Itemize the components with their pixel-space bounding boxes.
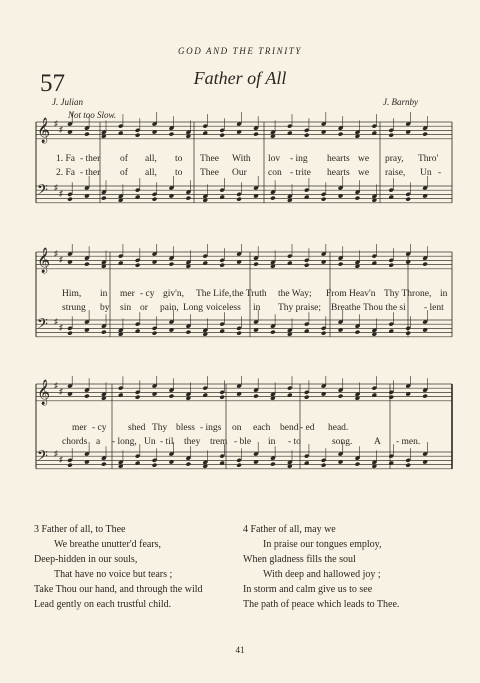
- note-head: [388, 395, 394, 400]
- lyric-syllable: mer: [120, 289, 135, 299]
- lyric-syllable: From Heav'n: [326, 289, 376, 299]
- verse-line: With deep and hallowed joy ;: [263, 569, 381, 580]
- composer-credit: J. Barnby: [383, 97, 418, 107]
- note-head: [304, 133, 310, 138]
- note-head: [67, 197, 73, 202]
- lyric-syllable: bend: [280, 423, 299, 433]
- note-head: [169, 262, 175, 267]
- lyric-syllable: song.: [332, 437, 353, 447]
- sharp-icon: ♯: [54, 183, 58, 192]
- verse-line: Lead gently on each trustful child.: [34, 599, 172, 610]
- lyric-syllable: trem: [210, 437, 228, 447]
- lyric-syllable: we: [358, 154, 370, 164]
- sharp-icon: ♯: [59, 255, 63, 264]
- lyric-syllable: pain,: [160, 303, 179, 313]
- verse-line: When gladness fills the soul: [243, 554, 356, 565]
- note-head: [84, 132, 90, 137]
- sharp-icon: ♯: [54, 249, 58, 258]
- note-head: [185, 196, 191, 201]
- lyric-syllable: strung: [62, 303, 86, 313]
- tempo-marking: Not too Slow.: [68, 110, 117, 120]
- note-head: [236, 463, 242, 468]
- note-head: [253, 394, 259, 399]
- note-head: [219, 133, 225, 138]
- verse-line: The path of peace which leads to Thee.: [243, 599, 400, 610]
- lyric-syllable: a: [96, 437, 101, 447]
- page-number: 41: [235, 645, 245, 655]
- note-head: [236, 331, 242, 336]
- lyric-syllable: to: [175, 168, 183, 178]
- verse-line: In storm and calm give us to see: [243, 584, 373, 595]
- lyric-syllable: Un: [144, 437, 156, 447]
- lyric-syllable: hearts: [327, 154, 350, 164]
- bass-clef-icon: 𝄢: [37, 182, 48, 202]
- note-head: [219, 263, 225, 268]
- treble-staff: [36, 244, 452, 273]
- sharp-icon: ♯: [59, 323, 63, 332]
- note-head: [185, 330, 191, 335]
- note-head: [338, 394, 344, 399]
- note-head: [388, 133, 394, 138]
- running-head: GOD AND THE TRINITY: [178, 46, 302, 56]
- note-head: [321, 197, 327, 202]
- verse-3: [34, 522, 203, 612]
- note-head: [422, 394, 428, 399]
- note-head: [219, 395, 225, 400]
- sharp-icon: ♯: [59, 125, 63, 134]
- lyric-syllable: Thy: [152, 423, 168, 433]
- note-head: [84, 394, 90, 399]
- verse-line: 3 Father of all, to Thee: [34, 524, 126, 535]
- music-system-2: [0, 244, 480, 354]
- note-head: [304, 263, 310, 268]
- author-credit: J. Julian: [52, 97, 83, 107]
- verse-line: Take Thou our hand, and through the wild: [34, 584, 203, 595]
- note-head: [304, 395, 310, 400]
- sharp-icon: ♯: [59, 189, 63, 198]
- lyric-syllable: on: [232, 423, 242, 433]
- note-head: [270, 462, 276, 467]
- note-head: [152, 197, 158, 202]
- note-head: [67, 463, 73, 468]
- note-head: [422, 262, 428, 267]
- lyric-syllable: the Way;: [278, 289, 312, 299]
- note-head: [236, 197, 242, 202]
- verse-4: [243, 522, 399, 612]
- verse-line: 4 Father of all, may we: [243, 524, 336, 535]
- lyric-syllable: Long: [183, 303, 204, 313]
- note-head: [270, 330, 276, 335]
- lyric-syllable: 2. Fa: [56, 168, 75, 178]
- lyric-syllable: Un: [420, 168, 432, 178]
- lyric-syllable: each: [253, 423, 271, 433]
- note-head: [169, 132, 175, 137]
- bass-clef-icon: 𝄢: [37, 316, 48, 336]
- lyric-syllable: Thou the si: [363, 303, 406, 313]
- lyric-syllable: - ed: [300, 423, 315, 433]
- lyric-syllable: pray,: [385, 154, 404, 164]
- lyric-syllable: chords: [62, 437, 88, 447]
- sharp-icon: ♯: [54, 119, 58, 128]
- note-head: [355, 196, 361, 201]
- sharp-icon: ♯: [59, 455, 63, 464]
- music-system-1: [0, 112, 480, 218]
- note-head: [135, 395, 141, 400]
- lyric-syllable: - ther: [80, 168, 101, 178]
- lyric-syllable: we: [358, 168, 370, 178]
- note-head: [185, 462, 191, 467]
- note-head: [152, 463, 158, 468]
- note-head: [355, 462, 361, 467]
- treble-clef-icon: 𝄞: [37, 248, 51, 273]
- lyric-syllable: con: [268, 168, 282, 178]
- note-head: [67, 331, 73, 336]
- lyric-syllable: - trite: [290, 168, 311, 178]
- sharp-icon: ♯: [59, 387, 63, 396]
- lyric-syllable: - long,: [112, 437, 137, 447]
- lyric-syllable: - ing: [290, 154, 308, 164]
- lyric-syllable: - til: [160, 437, 174, 447]
- lyric-syllable: of: [120, 168, 128, 178]
- lyric-syllable: - men.: [396, 437, 421, 447]
- lyric-syllable: Thy praise;: [278, 303, 322, 313]
- lyric-syllable: Him,: [62, 289, 82, 299]
- lyric-syllable: Breathe: [331, 303, 361, 313]
- note-head: [405, 197, 411, 202]
- lyric-syllable: all,: [145, 168, 157, 178]
- lyric-syllable: A: [374, 437, 381, 447]
- sharp-icon: ♯: [54, 381, 58, 390]
- lyric-syllable: or: [140, 303, 148, 313]
- bass-clef-icon: 𝄢: [37, 448, 48, 468]
- lyric-syllable: - ings: [200, 423, 222, 433]
- bass-staff: [36, 176, 452, 203]
- lyric-syllable: - ble: [234, 437, 252, 447]
- note-head: [321, 331, 327, 336]
- verse-line: That have no voice but tears ;: [54, 569, 173, 580]
- lyric-syllable: Our: [232, 168, 247, 178]
- lyric-syllable: With: [232, 154, 251, 164]
- lyric-syllable: in: [100, 289, 108, 299]
- note-head: [84, 262, 90, 267]
- note-head: [405, 463, 411, 468]
- lyric-syllable: - ther: [80, 154, 101, 164]
- lyric-syllable: sin: [120, 303, 132, 313]
- lyric-syllable: all,: [145, 154, 157, 164]
- lyric-syllable: - lent: [424, 303, 444, 313]
- note-head: [152, 331, 158, 336]
- lyric-syllable: head.: [328, 423, 349, 433]
- hymn-number: 57: [40, 70, 65, 97]
- lyric-syllable: the Truth: [232, 289, 267, 299]
- lyric-syllable: to: [175, 154, 183, 164]
- note-head: [101, 196, 107, 201]
- verse-line: We breathe unutter'd fears,: [54, 539, 162, 550]
- note-head: [101, 462, 107, 467]
- note-head: [169, 394, 175, 399]
- note-head: [338, 132, 344, 137]
- note-head: [135, 263, 141, 268]
- treble-clef-icon: 𝄞: [37, 380, 51, 405]
- note-head: [388, 263, 394, 268]
- lyric-syllable: in: [253, 303, 261, 313]
- lyric-syllable: in: [268, 437, 276, 447]
- lyric-syllable: voiceless: [206, 303, 241, 313]
- lyric-syllable: - cy: [92, 423, 107, 433]
- lyric-syllable: raise,: [385, 168, 406, 178]
- lyric-syllable: bless: [176, 423, 195, 433]
- lyric-syllable: of: [120, 154, 128, 164]
- lyric-syllable: they: [184, 437, 201, 447]
- lyric-syllable: -: [438, 168, 442, 178]
- note-head: [270, 196, 276, 201]
- note-head: [135, 133, 141, 138]
- note-head: [338, 262, 344, 267]
- lyric-syllable: mer: [72, 423, 87, 433]
- lyric-syllable: Thro': [418, 154, 439, 164]
- treble-staff: [36, 376, 452, 405]
- verse-line: Deep-hidden in our souls,: [34, 554, 138, 565]
- note-head: [422, 132, 428, 137]
- note-head: [355, 330, 361, 335]
- treble-clef-icon: 𝄞: [37, 118, 51, 143]
- note-head: [101, 330, 107, 335]
- note-head: [253, 132, 259, 137]
- lyric-syllable: The Life,: [196, 289, 232, 299]
- lyric-syllable: Thee: [200, 168, 219, 178]
- lyric-syllable: by: [100, 303, 110, 313]
- lyric-syllable: hearts: [327, 168, 350, 178]
- note-head: [253, 262, 259, 267]
- lyric-syllable: lov: [268, 154, 281, 164]
- sharp-icon: ♯: [54, 317, 58, 326]
- hymn-title: Father of All: [193, 68, 287, 88]
- lyric-syllable: Thee: [200, 154, 219, 164]
- sharp-icon: ♯: [54, 449, 58, 458]
- lyric-syllable: Thy Throne,: [384, 289, 432, 299]
- treble-staff: [36, 112, 452, 143]
- lyric-syllable: 1. Fa: [56, 154, 75, 164]
- lyric-syllable: - cy: [140, 289, 155, 299]
- lyric-syllable: shed: [128, 423, 146, 433]
- bass-staff: [36, 310, 452, 337]
- verse-line: In praise our tongues employ,: [263, 539, 382, 550]
- lyric-syllable: in: [440, 289, 448, 299]
- lyric-syllable: giv'n,: [163, 289, 184, 299]
- lyric-syllable: - to: [288, 437, 301, 447]
- note-head: [321, 463, 327, 468]
